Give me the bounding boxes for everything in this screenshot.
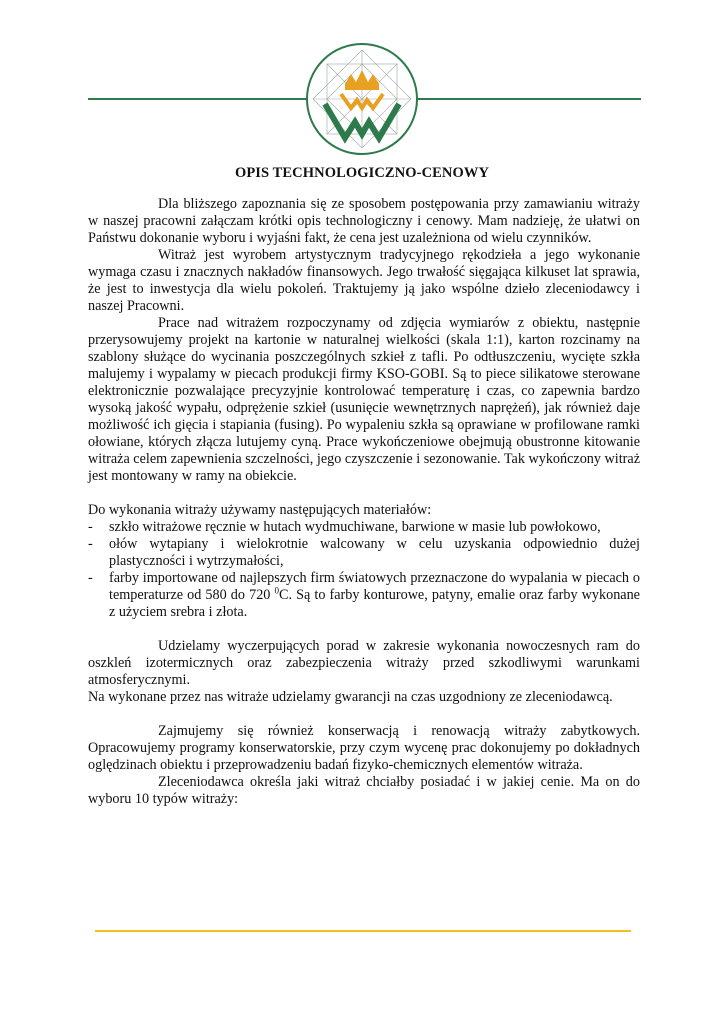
list-dash: - — [88, 536, 93, 552]
document-title: OPIS TECHNOLOGICZNO-CENOWY — [234, 165, 490, 181]
materials-heading: Do wykonania witraży używamy następujących materiałów: — [88, 502, 432, 518]
process-paragraph: Prace nad witrażem rozpoczynamy od zdjęcia wymiarów z obiektu, następnie przerysowujemy projekt na kartonie w naturalnej wielkości (skala 1:1), karton rozcinamy na szablony służące do wycinania poszczególnych szkieł z tafli. Po odtłuszczeniu, wycięte szkła malujemy i wypalamy w piecach produkcji firmy KSO-GOBI. Są to piece silikatowe sterowane elektronicznie pozwalające precyzyjnie kontrolować temperaturę i czas, co zapewnia bardzo wysoką jakość wypału, odprężenie szkieł (usunięcie wewnętrznych naprężeń), jak również daje możliwość ich gięcia i stapiania (fusing). Po wypaleniu szkła są oprawiane w profilowane ramki ołowiane, których złącza lutujemy cyną. Prace wykończeniowe obejmują obustronne kitowanie witraża celem zapewnienia szczelności, jego czyszczenie i sezonowanie. Tak wykończony witraż jest montowany w ramy na obiekcie. — [88, 315, 640, 484]
conservation-paragraph: Zajmujemy się również konserwacją i renowacją witraży zabytkowych. Opracowujemy programy konserwatorskie, przy czym wycenę prac dokonujemy po dokładnych oględzinach obiektu i przeprowadzeniu badań fizyko-chemicznych elementów witraża. — [88, 723, 640, 773]
material-lead: ołów wytapiany i wielokrotnie walcowany w celu uzyskania odpowiednio dużej plastyczności i wytrzymałości, — [109, 536, 640, 569]
list-item — [88, 536, 640, 570]
product-paragraph: Witraż jest wyrobem artystycznym tradycyjnego rękodzieła a jego wykonanie wymaga czasu i znacznych nakładów finansowych. Jego trwałość sięgająca kilkuset lat sprawia, że jest to inwestycja dla wielu pokoleń. Traktujemy ją jako wspólne dzieło zleceniodawcy i naszej Pracowni. — [88, 247, 640, 314]
document-body — [88, 196, 640, 808]
list-dash: - — [88, 519, 93, 535]
header-rule-right — [405, 98, 641, 100]
advice-paragraph: Udzielamy wyczerpujących porad w zakresie wykonania nowoczesnych ram do oszkleń izotermicznych oraz zabezpieczenia witraży przed szkodliwymi warunkami atmosferycznymi. — [88, 638, 640, 688]
header-rule-left — [88, 98, 320, 100]
materials-list — [88, 519, 640, 621]
warranty-paragraph: Na wykonane przez nas witraże udzielamy gwarancji na czas uzgodniony ze zleceniodawcą. — [88, 689, 613, 705]
footer-rule — [95, 930, 631, 932]
list-dash: - — [88, 570, 93, 586]
degree-superscript: 0 — [274, 585, 279, 596]
choice-paragraph: Zleceniodawca określa jaki witraż chciałby posiadać i w jakiej cenie. Ma on do wyboru 10 typów witraży: — [88, 774, 640, 807]
material-glass: szkło witrażowe ręcznie w hutach wydmuchiwane, barwione w masie lub powłokowo, — [109, 519, 601, 535]
material-paints-end: C. Są to farby konturowe, patyny, emalie oraz farby wykonane z użyciem srebra i złota. — [109, 587, 640, 620]
list-item — [88, 519, 640, 536]
studio-logo-icon — [305, 42, 419, 156]
material-paints-start: farby importowane od najlepszych firm światowych przeznaczone do wypalania w piecach o temperaturze od 580 do 720 — [109, 570, 640, 603]
list-item — [88, 570, 640, 621]
intro-paragraph: Dla bliższego zapoznania się ze sposobem postępowania przy zamawianiu witraży w naszej pracowni załączam krótki opis technologiczny i cenowy. Mam nadzieję, że ułatwi on Państwu dokonanie wyboru i wyjaśni fakt, że cena jest uzależniona od wielu czynników. — [88, 196, 640, 246]
